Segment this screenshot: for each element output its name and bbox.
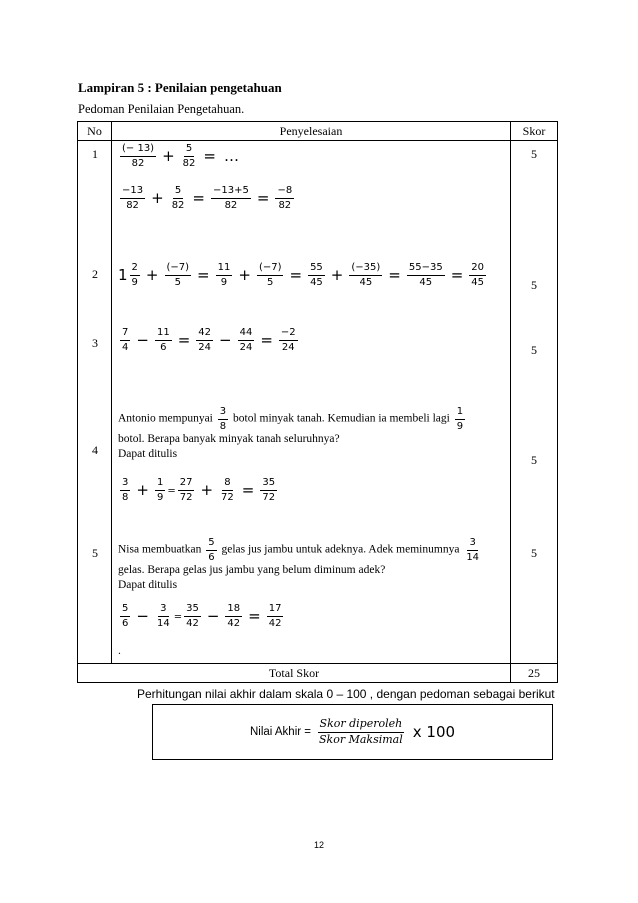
- appendix-heading: Lampiran 5 : Penilaian pengetahuan: [78, 80, 282, 95]
- row-number: 4: [92, 443, 98, 457]
- final-score-formula-box: [152, 704, 553, 760]
- table-body-row: [78, 141, 558, 664]
- row-score: 5: [531, 278, 537, 292]
- guideline-subheading: Pedoman Penilaian Pengetahuan.: [78, 102, 245, 116]
- header-solution: Penyelesaian: [112, 122, 511, 141]
- problem-1-solution: $\frac{-13}{82}$ + $\frac{5}{82}$ = $\frac{-13+5}{82}$ = $\frac{-8}{82}$: [122, 185, 293, 211]
- row-number: 1: [92, 147, 98, 161]
- formula-multiplier: x 100: [412, 723, 456, 741]
- total-label: Total Skor: [78, 664, 511, 683]
- row-score: 5: [531, 546, 537, 560]
- problem-4-statement: Antonio mempunyai $\frac{3}{8}$ botol minyak tanah. Kemudian ia membeli lagi $\frac{1}{9}$ botol. Berapa banyak minyak tanah seluruhnya? Dapat ditulis: [118, 406, 464, 460]
- header-no: No: [78, 122, 112, 141]
- problem-1-expression: $\frac{(- 13)}{82}$ + $\frac{5}{82}$ = …: [122, 143, 239, 169]
- row-score: 5: [531, 343, 537, 357]
- problem-5-solution: $\frac{5}{6}$ − $\frac{3}{14}$ = $\frac{35}{42}$ − $\frac{18}{42}$ = $\frac{17}{42}$: [122, 603, 282, 629]
- problem-5-statement: Nisa membuatkan $\frac{5}{6}$ gelas jus jambu untuk adeknya. Adek meminumnya $\frac{3}{14}$ gelas. Berapa gelas jus jambu yang belum diminum adek? Dapat ditulis: [118, 537, 480, 591]
- formula-fraction: $\frac{\text{Skor diperoleh}}{\text{Skor Maksimal}}$: [319, 716, 403, 746]
- row-score: 5: [531, 147, 537, 161]
- row-score: 5: [531, 453, 537, 467]
- total-row: [78, 664, 558, 683]
- total-value: 25: [511, 664, 558, 683]
- score-column: [511, 141, 558, 664]
- formula-label: Nilai Akhir =: [249, 726, 311, 738]
- page-number: 12: [313, 840, 324, 850]
- row-number: 5: [92, 546, 98, 560]
- row-number: 3: [92, 336, 98, 350]
- trailing-dot: .: [118, 645, 121, 657]
- scoring-table: [77, 121, 558, 683]
- no-column: [78, 141, 112, 664]
- problem-4-solution: $\frac{3}{8}$ + $\frac{1}{9}$ = $\frac{27}{72}$ + $\frac{8}{72}$ = $\frac{35}{72}$: [122, 477, 276, 503]
- final-score-intro: Perhitungan nilai akhir dalam skala 0 – 100 , dengan pedoman sebagai berikut: [137, 687, 555, 701]
- problem-3-solution: $\frac{7}{4}$ − $\frac{11}{6}$ = $\frac{42}{24}$ − $\frac{44}{24}$ = $\frac{-2}{24}$: [122, 327, 296, 353]
- problem-2-solution: 1 $\frac{2}{9}$ + $\frac{(-7)}{5}$ = $\frac{11}{9}$ + $\frac{(-7)}{5}$ = $\frac{55}{45}$ + $\frac{(-35)}{45}$ = $\frac{55-35}{45}$ = $\frac{20}{45}$: [118, 262, 484, 288]
- header-score: Skor: [511, 122, 558, 141]
- row-number: 2: [92, 267, 98, 281]
- solution-column: [112, 141, 511, 664]
- table-header-row: [78, 122, 558, 141]
